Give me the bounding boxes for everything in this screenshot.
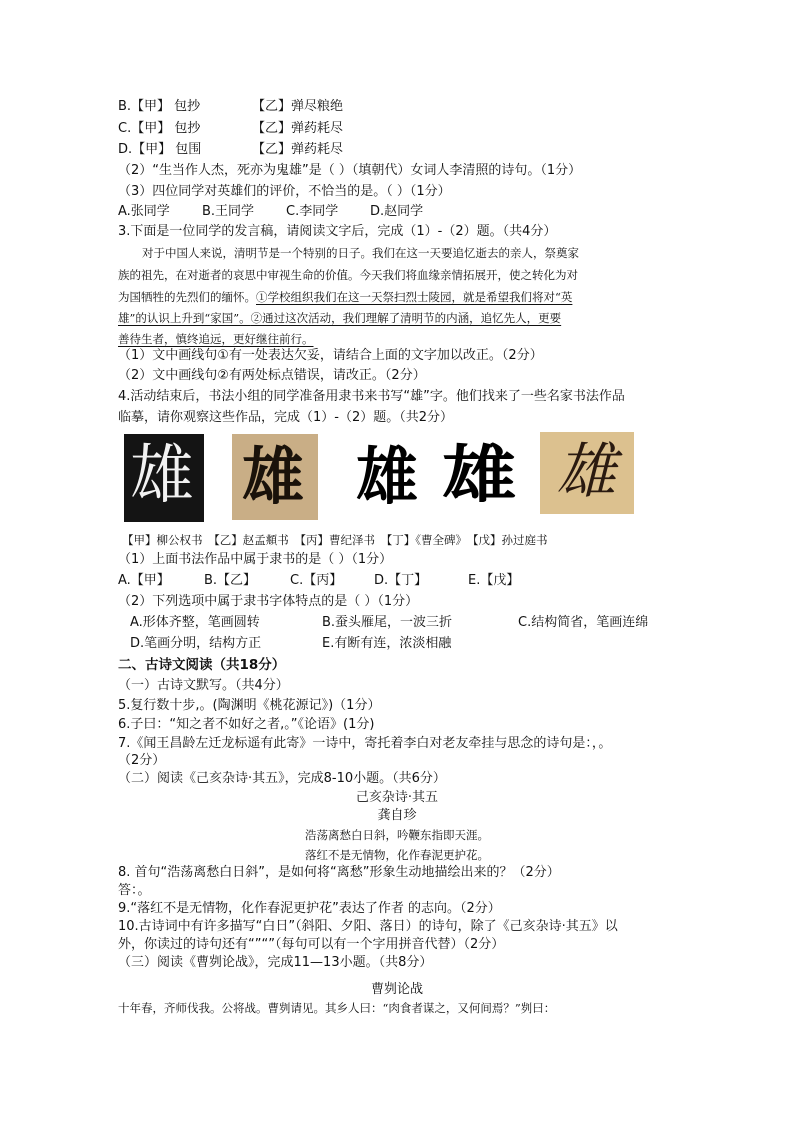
underlined-sentence-1: ①学校组织我们在这一天祭扫烈士陵园，就是希望我们将对“英 bbox=[256, 290, 573, 304]
answer-options bbox=[118, 572, 519, 590]
option-e: E.【戊】 bbox=[468, 573, 520, 588]
question-text: （2）“生当作人杰，死亦为鬼雄”是（ ）（填朝代）女词人李清照的诗句。（1分） bbox=[118, 163, 582, 178]
question-text: 7.《闻王昌龄左迁龙标遥有此寄》一诗中，寄托着李白对老友牵挂与思念的诗句是：，。 bbox=[118, 736, 612, 751]
calligraphy-glyph: 雄 bbox=[356, 440, 417, 513]
poem-author: 龚自珍 bbox=[377, 808, 417, 823]
essay-line: 十年春，齐师伐我。公将战。曹刿请见。其乡人曰：“肉食者谋之，又何间焉？”刿曰： bbox=[118, 1001, 556, 1015]
calligraphy-bing-image bbox=[352, 438, 424, 518]
option-d: D.赵同学 bbox=[370, 204, 424, 219]
question-text: 外，你读过的诗句还有“”“”（每句可以有一个字用拼音代替）（2分） bbox=[118, 937, 505, 952]
option-b: B.王同学 bbox=[202, 204, 255, 219]
option-c-label: C.【甲】 包抄 bbox=[118, 121, 201, 136]
option-c: C.【丙】 bbox=[290, 573, 343, 588]
option-c bbox=[118, 120, 343, 138]
essay-title: 曹刿论战 bbox=[370, 982, 423, 997]
option-b: B.蚕头雁尾，一波三折 bbox=[322, 615, 453, 630]
option-c-value: 【乙】弹药耗尽 bbox=[252, 121, 344, 136]
poem-line: 落红不是无情物，化作春泥更护花。 bbox=[305, 848, 489, 862]
calligraphy-glyph: 雄 bbox=[242, 440, 305, 513]
question-text: （2）下列选项中属于隶书字体特点的是（ ）（1分） bbox=[118, 594, 419, 609]
question-text: 临摹，请你观察这些作品，完成（1）-（2）题。（共2分） bbox=[118, 410, 454, 425]
option-c: C.李同学 bbox=[286, 204, 339, 219]
question-text: 10.古诗词中有许多描写“白日”（斜阳、夕阳、落日）的诗句，除了《己亥杂诗·其五》以 bbox=[118, 919, 618, 934]
calligraphy-captions: 【甲】柳公权书 【乙】赵孟頫书 【丙】曹纪泽书 【丁】《曹全碑》 【戊】孙过庭书 bbox=[122, 533, 548, 547]
option-e: E.有断有连，浓淡相融 bbox=[322, 636, 452, 651]
question-heading: 4.活动结束后，书法小组的同学准备用隶书来书写“雄”字。他们找来了一些名家书法作品 bbox=[118, 389, 625, 404]
question-text: （3）四位同学对英雄们的评价，不恰当的是。（ ）（1分） bbox=[118, 184, 451, 199]
calligraphy-jia-image bbox=[124, 434, 204, 522]
option-d-value: 【乙】弹药耗尽 bbox=[252, 142, 344, 157]
calligraphy-glyph: 雄 bbox=[556, 437, 616, 507]
option-b: B.【乙】 bbox=[204, 573, 257, 588]
option-b-value: 【乙】弹尽粮绝 bbox=[252, 99, 344, 114]
poem-title: 己亥杂诗·其五 bbox=[355, 790, 439, 805]
question-text: （2）文中画线句②有两处标点错误，请改正。（2分） bbox=[118, 368, 426, 383]
section-heading: 二、古诗文阅读（共18分） bbox=[118, 657, 286, 673]
question-text: （1）文中画线句①有一处表达欠妥，请结合上面的文字加以改正。（2分） bbox=[118, 348, 543, 363]
answer-text: 答：。 bbox=[118, 883, 151, 898]
passage-line: 族的祖先，在对逝者的哀思中审视生命的价值。今天我们将血缘亲情拓展开，使之转化为对 bbox=[118, 268, 578, 282]
calligraphy-wu-image bbox=[540, 432, 634, 514]
poem-line: 浩荡离愁白日斜，吟鞭东指即天涯。 bbox=[305, 828, 489, 842]
option-a: A.形体齐整，笔画圆转 bbox=[130, 615, 260, 630]
calligraphy-ding-image bbox=[436, 440, 520, 516]
passage-line bbox=[118, 330, 314, 348]
option-b-label: B.【甲】 包抄 bbox=[118, 99, 201, 114]
option-d bbox=[118, 141, 343, 159]
option-d: D.笔画分明，结构方正 bbox=[130, 636, 262, 651]
answer-options bbox=[130, 635, 451, 653]
answer-options bbox=[130, 614, 648, 632]
answer-options bbox=[118, 203, 423, 221]
option-d-label: D.【甲】 包围 bbox=[118, 142, 202, 157]
option-a: A.张同学 bbox=[118, 204, 170, 219]
subsection-heading: （二）阅读《己亥杂诗·其五》，完成8-10小题。（共6分） bbox=[118, 771, 446, 786]
subsection-heading: （三）阅读《曹刿论战》，完成11—13小题。（共8分） bbox=[118, 955, 433, 970]
calligraphy-glyph: 雄 bbox=[130, 439, 194, 513]
passage-line: 对于中国人来说，清明节是一个特别的日子。我们在这一天要追忆逝去的亲人，祭奠家 bbox=[142, 246, 579, 260]
option-a: A.【甲】 bbox=[118, 573, 170, 588]
underlined-sentence-2: ②通过这次活动，我们理解了清明节的内涵，追忆先人，更要 bbox=[250, 311, 562, 325]
option-d: D.【丁】 bbox=[374, 573, 428, 588]
passage-line bbox=[118, 288, 572, 306]
subsection-heading: （一）古诗文默写。（共4分） bbox=[118, 678, 289, 693]
calligraphy-yi-image bbox=[232, 434, 318, 520]
question-text: （2分） bbox=[118, 753, 166, 768]
question-text: 9.“落红不是无情物，化作春泥更护花”表达了作者 的志向。（2分） bbox=[118, 901, 501, 916]
option-c: C.结构简省，笔画连绵 bbox=[518, 615, 649, 630]
question-text: 8. 首句“浩荡离愁白日斜”，是如何将“离愁”形象生动地描绘出来的？（2分） bbox=[118, 865, 560, 880]
calligraphy-glyph: 雄 bbox=[442, 440, 517, 511]
question-text: （1）上面书法作品中属于隶书的是（ ）（1分） bbox=[118, 552, 393, 567]
question-text: 5.复行数十步,。(陶渊明《桃花源记》)（1分） bbox=[118, 698, 381, 713]
underlined-sentence-2-end: 善待生者，慎终追远，更好继往前行。 bbox=[118, 332, 314, 346]
underlined-sentence-1-end: 雄”的认识上升到“家国”。 bbox=[118, 311, 251, 325]
passage-text: 为国牺牲的先烈们的缅怀。 bbox=[118, 290, 256, 304]
question-heading: 3.下面是一位同学的发言稿，请阅读文字后，完成（1）-（2）题。（共4分） bbox=[118, 224, 557, 239]
option-b bbox=[118, 98, 343, 116]
question-text: 6.子曰：“知之者不如好之者,。”《论语》(1分) bbox=[118, 717, 375, 732]
passage-line bbox=[118, 309, 561, 327]
